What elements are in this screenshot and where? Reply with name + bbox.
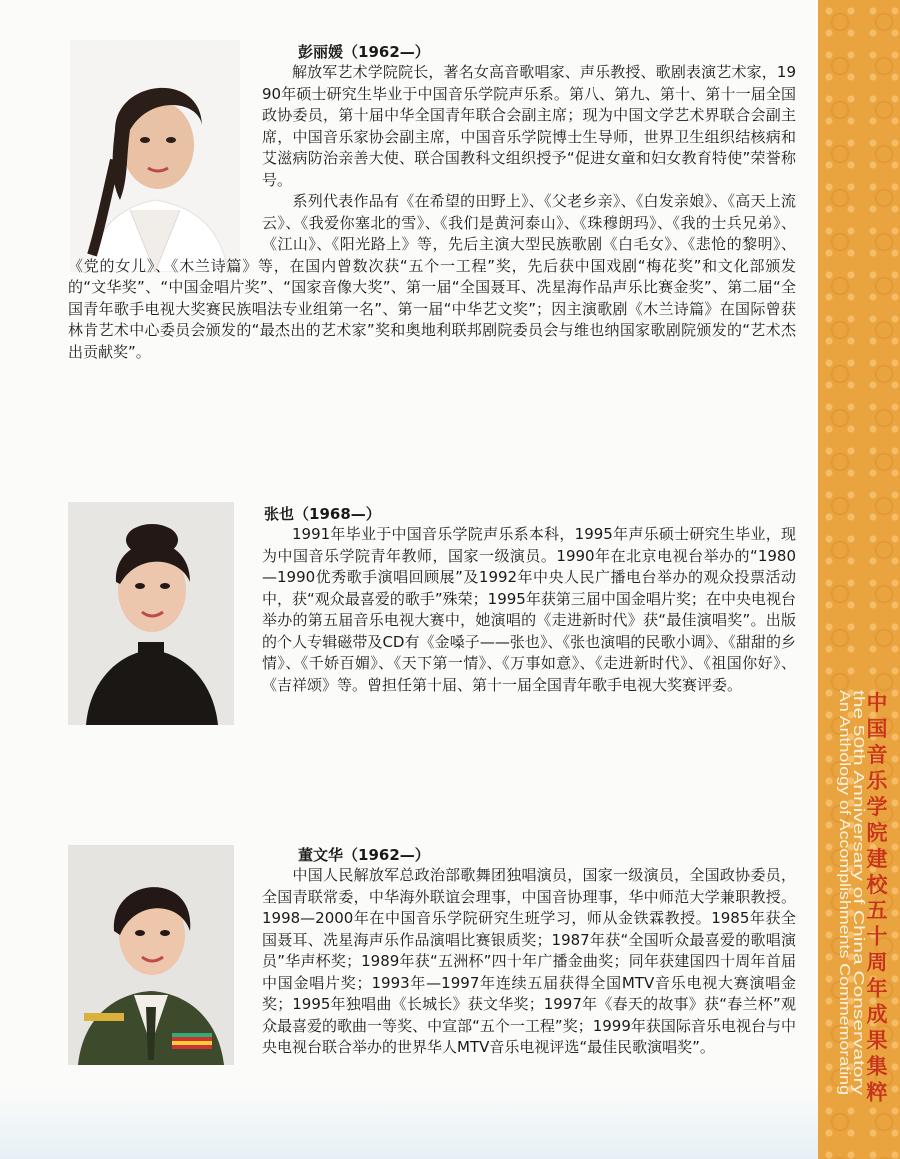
side-banner-text <box>828 690 890 1105</box>
banner-character: 校 <box>866 872 888 897</box>
side-banner <box>818 0 900 1159</box>
person-years: （1962—） <box>343 846 430 864</box>
banner-character: 院 <box>866 820 888 845</box>
bio-entry-1 <box>68 42 796 363</box>
banner-character: 国 <box>866 717 888 742</box>
banner-character: 周 <box>866 950 888 975</box>
biography-text <box>262 865 796 1059</box>
portrait-zhang-ye <box>68 502 234 725</box>
biography-paragraph: 中国人民解放军总政治部歌舞团独唱演员，国家一级演员，全国政协委员，全国青联常委，中华海外联谊会理事，中国音协理事，华中师范大学兼职教授。1998—2000年在中国音乐学院研究生班学习，师从金铁霖教授。1985年获全国聂耳、冼星海声乐作品演唱比赛银质奖；1987年获“全国听众最喜爱的歌唱演员”华声杯奖；1989年获“五洲杯”四十年广播金曲奖；同年获建国四十周年首届中国金唱片奖；1993年—1997年连续五届获得全国MTV音乐电视大赛演唱金奖；1995年独唱曲《长城长》获文华奖；1997年《春天的故事》获“春兰杯”观众最喜爱的歌曲一等奖、中宣部“五个一工程”奖；1999年获国际音乐电视台与中央电视台联合举办的世界华人MTV音乐电视评选“最佳民歌演唱奖”。 <box>262 866 796 1056</box>
banner-character: 音 <box>866 743 888 768</box>
biography-paragraph: 解放军艺术学院院长，著名女高音歌唱家、声乐教授、歌剧表演艺术家，1990年硕士研究生毕业于中国音乐学院声乐系。第八、第九、第十、第十一届全国政协委员，第十届中华全国青年联合会副主席；现为中国文学艺术界联合会副主席，中国音乐家协会副主席，中国音乐学院博士生导师，世界卫生组织结核病和艾滋病防治亲善大使、联合国教科文组织授予“促进女童和妇女教育特使”荣誉称号。 <box>262 63 796 189</box>
banner-character: 成 <box>866 1002 888 1027</box>
bottom-decoration <box>0 1089 818 1159</box>
biography-paragraph: 1991年毕业于中国音乐学院声乐系本科，1995年声乐硕士研究生毕业，现为中国音乐学院青年教师，国家一级演员。1990年在北京电视台举办的“1980—1990优秀歌手演唱回顾展”及1992年中央人民广播电台举办的观众投票活动中，获“观众最喜爱的歌手”殊荣；1995年获第三届中国金唱片奖；在中央电视台举办的第五届音乐电视大赛中，她演唱的《走进新时代》获“最佳演唱奖”。出版的个人专辑磁带及CD有《金嗓子——张也》、《张也演唱的民歌小调》、《甜甜的乡情》、《千娇百媚》、《天下第一情》、《万事如意》、《走进新时代》、《祖国你好》、《吉祥颂》等。曾担任第十届、第十一届全国青年歌手电视大奖赛评委。 <box>262 525 796 694</box>
bio-entry-2 <box>262 504 796 696</box>
person-name: 彭丽媛 <box>298 43 344 61</box>
person-years: （1968—） <box>294 505 381 523</box>
banner-character: 中 <box>866 691 888 716</box>
bio-entry-3 <box>262 845 796 1079</box>
banner-character: 年 <box>866 976 888 1001</box>
banner-character: 五 <box>866 898 888 923</box>
entry-title <box>298 42 796 62</box>
side-banner-svg <box>828 690 890 1105</box>
biography-text <box>262 524 796 696</box>
banner-character: 十 <box>866 924 888 949</box>
banner-english-line1: An Anthology of Accomplishments Commemorating <box>836 690 852 1020</box>
banner-english-line2: the 50th Anniversary of China Conservatory <box>850 690 866 971</box>
banner-character: 集 <box>866 1054 888 1079</box>
biography-text <box>68 62 796 363</box>
person-name: 董文华 <box>298 846 344 864</box>
banner-character: 果 <box>866 1028 888 1053</box>
person-name: 张也 <box>264 505 295 523</box>
biography-paragraph: 系列代表作品有《在希望的田野上》、《父老乡亲》、《白发亲娘》、《高天上流云》、《我爱你塞北的雪》、《我们是黄河泰山》、《珠穆朗玛》、《我的士兵兄弟》、《江山》、《阳光路上》等，先后主演大型民族歌剧《白毛女》、《悲怆的黎明》、《党的女儿》、《木兰诗篇》等，在国内曾数次获“五个一工程”奖，先后获中国戏剧“梅花奖”和文化部颁发的“文华奖”、“中国金唱片奖”、“国家音像大奖”、第一届“全国聂耳、冼星海作品声乐比赛金奖”、第二届“全国青年歌手电视大奖赛民族唱法专业组第一名”、第一届“中华艺文奖”；因主演歌剧《木兰诗篇》在国际曾获林肯艺术中心委员会颁发的“最杰出的艺术家”奖和奥地利联邦剧院委员会与维也纳国家歌剧院颁发的“艺术杰出贡献奖”。 <box>68 192 796 361</box>
banner-character: 建 <box>866 846 888 871</box>
entry-title <box>264 504 796 524</box>
banner-chinese-title <box>866 691 889 1104</box>
banner-character: 学 <box>866 794 888 819</box>
banner-character: 乐 <box>866 769 888 794</box>
banner-character: 粹 <box>866 1080 888 1105</box>
entry-title <box>298 845 796 865</box>
person-years: （1962—） <box>343 43 430 61</box>
